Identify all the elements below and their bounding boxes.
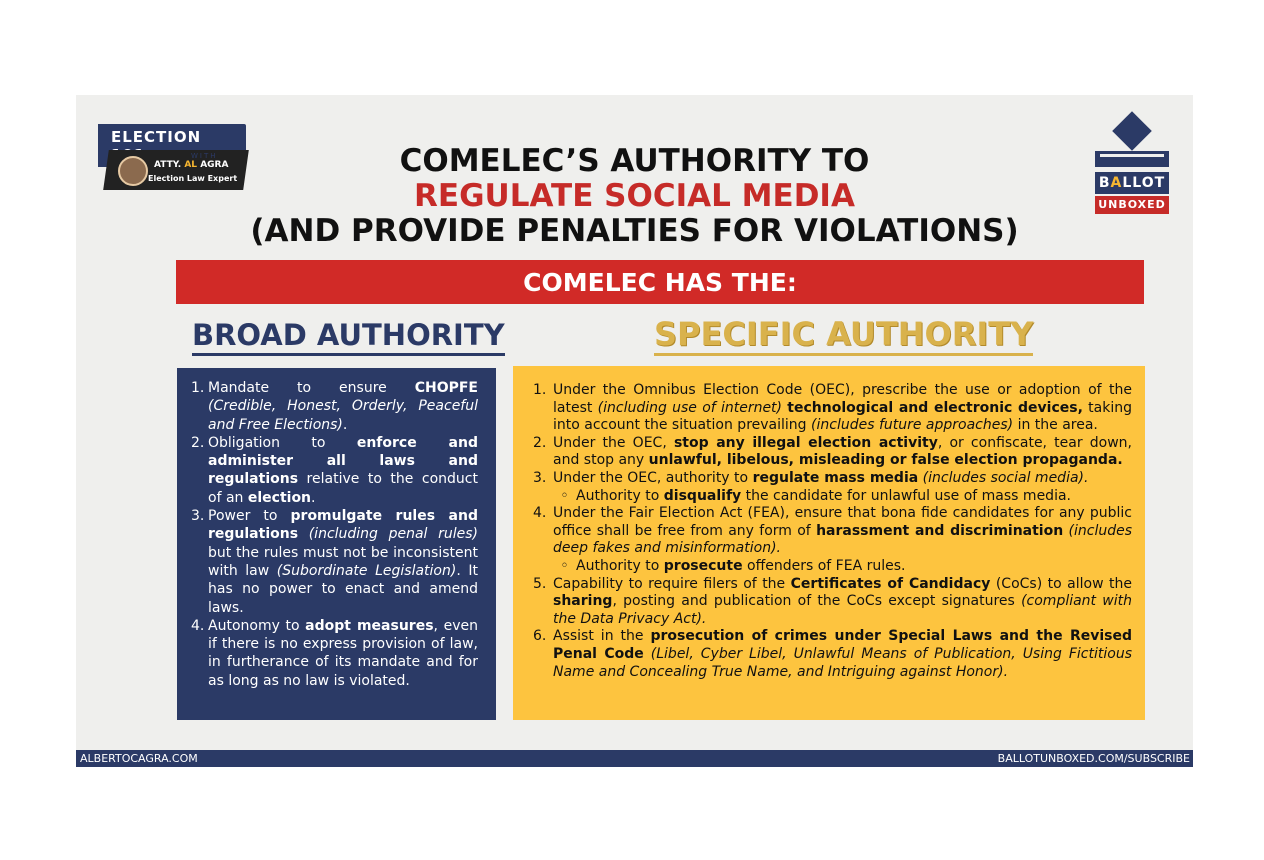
list-item: 4. Autonomy to adopt measures, even if there is no express provision of law, in furtherance of its mandate and for as long as no law is violated. xyxy=(191,617,478,689)
footer-subscribe-link[interactable]: BALLOTUNBOXED.COM/SUBSCRIBE xyxy=(997,752,1190,765)
infographic-card xyxy=(76,95,1193,767)
hollow-bullet-icon: ◦ xyxy=(560,557,569,574)
list-item: 1. Mandate to ensure CHOPFE (Credible, Honest, Orderly, Peaceful and Free Elections). xyxy=(191,380,478,433)
specific-authority-heading: SPECIFIC AUTHORITY xyxy=(654,315,1033,356)
broad-authority-panel xyxy=(177,368,496,720)
broad-authority-list xyxy=(191,379,478,690)
footer-website-link[interactable]: ALBERTOCAGRA.COM xyxy=(80,752,198,765)
logo-ballot-text: BALLOT xyxy=(1095,172,1169,194)
broad-authority-heading: BROAD AUTHORITY xyxy=(192,317,505,356)
list-item: 2. Obligation to enforce and administer all laws and regulations relative to the conduct of an election. xyxy=(191,434,478,506)
hollow-bullet-icon: ◦ xyxy=(560,487,569,504)
title-line-3: (AND PROVIDE PENALTIES FOR VIOLATIONS) xyxy=(250,213,1019,249)
host-role: Election Law Expert xyxy=(148,174,238,183)
list-item: 3. Power to promulgate rules and regulations (including penal rules) but the rules must not be inconsistent with law (Subordinate Legislation). It has no power to enact and amend laws. xyxy=(191,508,478,616)
list-item: 1. Under the Omnibus Election Code (OEC), prescribe the use or adoption of the latest (including use of internet) technological and electronic devices, taking into account the situation prevailing (includes future approaches) in the area. xyxy=(533,382,1133,434)
host-name-suffix: AGRA xyxy=(200,160,229,170)
ballot-icon xyxy=(1112,111,1152,151)
title-line-1: COMELEC’S AUTHORITY TO xyxy=(399,143,870,179)
host-name-prefix: ATTY. xyxy=(154,160,182,170)
footer-bar xyxy=(76,750,1193,767)
list-item: 6. Assist in the prosecution of crimes under Special Laws and the Revised Penal Code (Libel, Cyber Libel, Unlawful Means of Publication, Using Fictitious Name and Concealing True Name, and Intriguing against Honor). xyxy=(533,628,1133,680)
sub-list-item: ◦ Authority to disqualify the candidate for unlawful use of mass media. xyxy=(533,488,1132,506)
badge-series-label: ELECTION xyxy=(98,124,246,167)
ballot-unboxed-logo xyxy=(1092,115,1172,219)
sub-list-item: ◦ Authority to prosecute offenders of FEA rules. xyxy=(533,558,1132,576)
banner: COMELEC HAS THE: xyxy=(176,260,1144,304)
list-item: 4. Under the Fair Election Act (FEA), ensure that bona fide candidates for any public office shall be free from any form of harassment and discrimination (includes deep fakes and misinformation). xyxy=(533,505,1133,557)
specific-authority-panel xyxy=(513,366,1145,720)
specific-authority-list xyxy=(533,382,1132,681)
list-item: 2. Under the OEC, stop any illegal election activity, or confiscate, tear down, and stop any unlawful, libelous, misleading or false election propaganda. xyxy=(533,434,1133,469)
host-name-highlight: AL xyxy=(184,160,198,170)
title-line-2: REGULATE SOCIAL MEDIA xyxy=(414,178,855,214)
list-item: 5. Capability to require filers of the Certificates of Candidacy (CoCs) to allow the sharing, posting and publication of the CoCs except signatures (compliant with the Data Privacy Act). xyxy=(533,575,1132,627)
badge-with-label: WITH xyxy=(191,152,218,160)
logo-unboxed-text: UNBOXED xyxy=(1095,196,1169,214)
list-item: 3. Under the OEC, authority to regulate mass media (includes social media). xyxy=(533,469,1089,486)
